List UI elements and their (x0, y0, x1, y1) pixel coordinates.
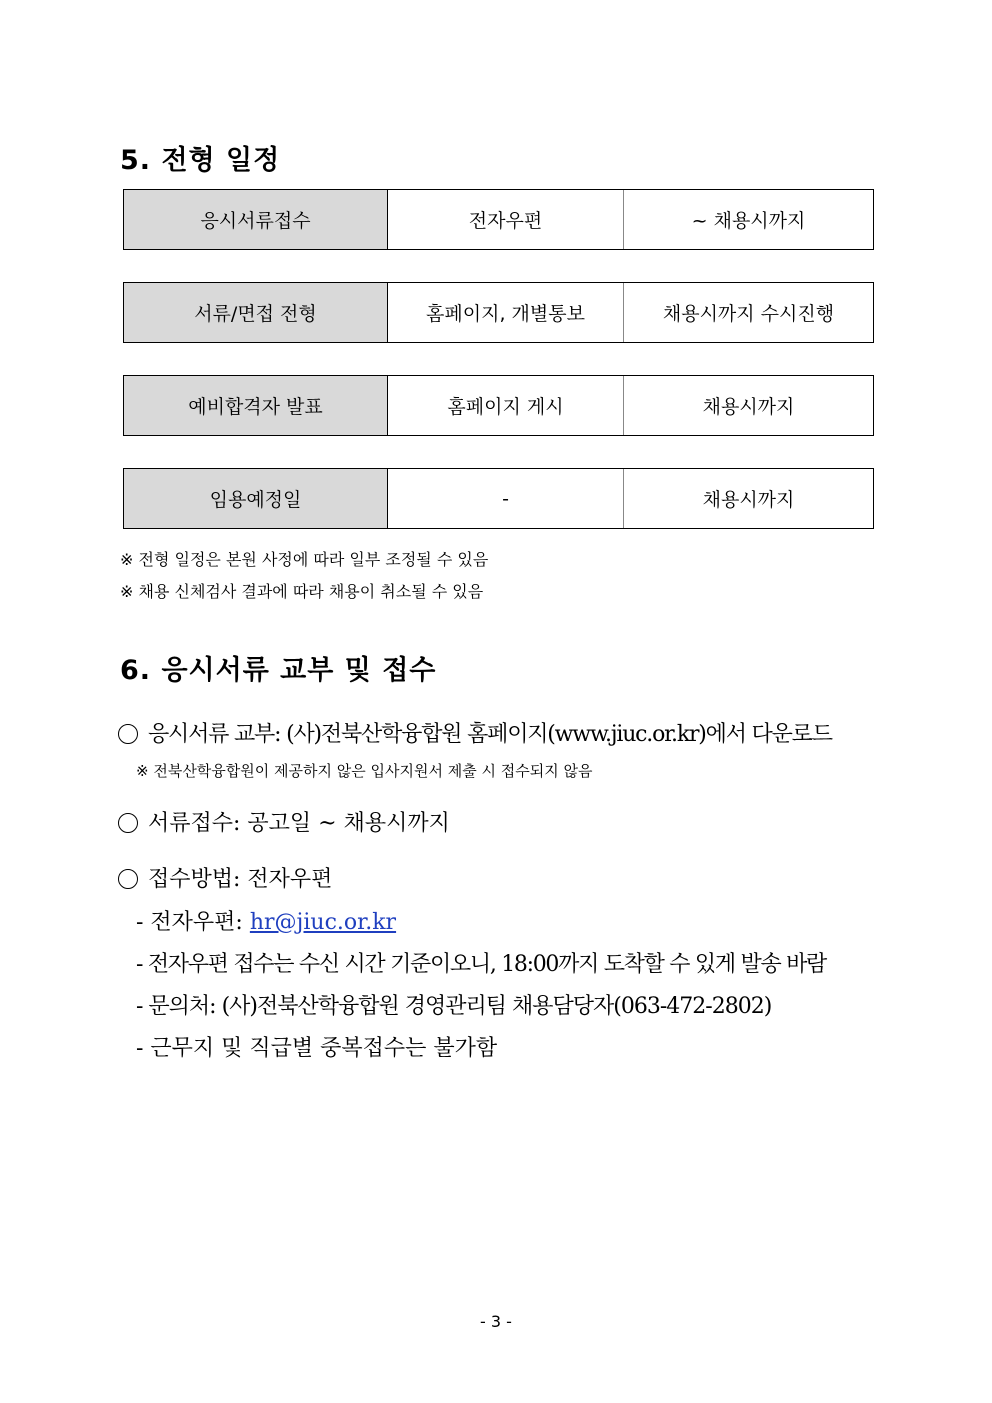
detail-line: - 문의처: (사)전북산학융합원 경영관리팀 채용담당자(063-472-2802) (136, 994, 772, 1019)
schedule-row (123, 282, 874, 343)
schedule-stage: 서류/면접 전형 (124, 283, 388, 342)
circle-bullet-icon (118, 813, 138, 833)
schedule-note: ※ 채용 신체검사 결과에 따라 채용이 취소될 수 있음 (120, 582, 484, 601)
email-label: - 전자우편: (136, 910, 243, 935)
schedule-stage: 예비합격자 발표 (124, 376, 388, 435)
schedule-period: 채용시까지 (702, 396, 795, 418)
schedule-period: ~ 채용시까지 (691, 210, 806, 232)
section6-heading: 6. 응시서류 교부 및 접수 (120, 655, 437, 686)
distribution-text: 응시서류 교부: (사)전북산학융합원 홈페이지(www.jiuc.or.kr)에서 다운로드 (148, 722, 832, 747)
schedule-row (123, 375, 874, 436)
schedule-note: ※ 전형 일정은 본원 사정에 따라 일부 조정될 수 있음 (120, 550, 489, 569)
reception-item (118, 806, 450, 837)
method-text: 접수방법: 전자우편 (148, 867, 333, 892)
schedule-method: - (388, 469, 624, 528)
reception-text: 서류접수: 공고일 ~ 채용시까지 (148, 811, 450, 836)
schedule-row (123, 189, 874, 250)
circle-bullet-icon (118, 869, 138, 889)
distribution-note: ※ 전북산학융합원이 제공하지 않은 입사지원서 제출 시 접수되지 않음 (136, 762, 593, 780)
method-item (118, 862, 332, 893)
schedule-period: 채용시까지 수시진행 (662, 303, 835, 325)
schedule-stage: 응시서류접수 (124, 190, 388, 249)
schedule-row (123, 468, 874, 529)
distribution-item (118, 717, 832, 748)
section5-heading: 5. 전형 일정 (120, 145, 281, 176)
schedule-method: 전자우편 (388, 190, 624, 249)
schedule-period: 채용시까지 (702, 489, 795, 511)
circle-bullet-icon (118, 724, 138, 744)
detail-line: - 근무지 및 직급별 중복접수는 불가함 (136, 1036, 498, 1061)
schedule-method: 홈페이지 게시 (388, 376, 624, 435)
detail-line: - 전자우편 접수는 수신 시간 기준이오니, 18:00까지 도착할 수 있게 발송 바람 (136, 952, 827, 977)
email-link[interactable]: hr@jiuc.or.kr (249, 910, 397, 935)
email-line (136, 905, 396, 936)
schedule-stage: 임용예정일 (124, 469, 388, 528)
page-number: - 3 - (480, 1312, 512, 1331)
schedule-method: 홈페이지, 개별통보 (388, 283, 624, 342)
